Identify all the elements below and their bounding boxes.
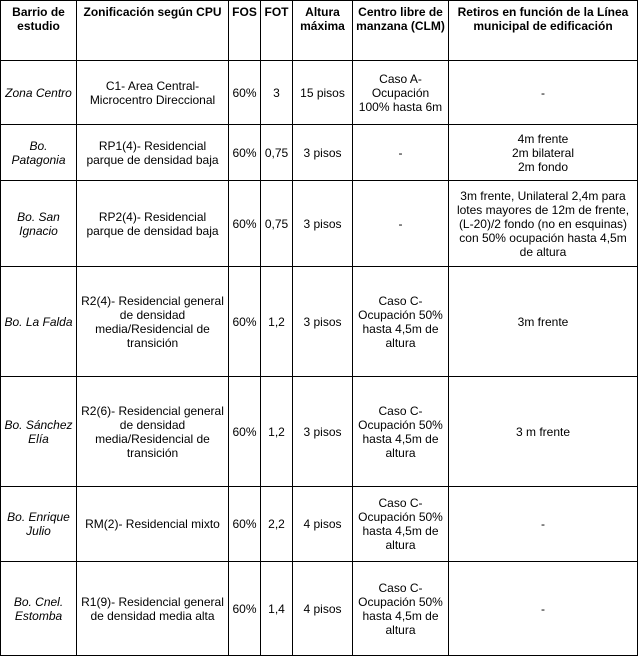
barrio-cell: Bo. Patagonia xyxy=(1,125,77,181)
retiros-cell: 3m frente, Unilateral 2,4m para lotes mayores de 12m de frente, (L-20)/2 fondo (no en esquinas) con 50% ocupación hasta 4,5m de altura xyxy=(449,181,638,267)
table-row xyxy=(1,562,638,656)
clm-cell: Caso C- Ocupación 50% hasta 4,5m de altura xyxy=(353,487,449,562)
retiros-cell: 4m frente 2m bilateral 2m fondo xyxy=(449,125,638,181)
fot-cell: 0,75 xyxy=(261,181,293,267)
header-barrio: Barrio de estudio xyxy=(1,1,77,61)
header-zonificacion: Zonificación según CPU xyxy=(77,1,229,61)
altura-cell: 3 pisos xyxy=(293,125,353,181)
altura-cell: 3 pisos xyxy=(293,181,353,267)
table-row xyxy=(1,377,638,487)
altura-cell: 4 pisos xyxy=(293,562,353,656)
clm-cell: Caso C- Ocupación 50% hasta 4,5m de altura xyxy=(353,562,449,656)
retiros-cell: - xyxy=(449,61,638,125)
fot-cell: 0,75 xyxy=(261,125,293,181)
fos-cell: 60% xyxy=(229,61,261,125)
retiros-cell: 3 m frente xyxy=(449,377,638,487)
retiros-cell: - xyxy=(449,487,638,562)
fos-cell: 60% xyxy=(229,181,261,267)
fot-cell: 3 xyxy=(261,61,293,125)
header-retiros: Retiros en función de la Línea municipal de edificación xyxy=(449,1,638,61)
fos-cell: 60% xyxy=(229,377,261,487)
header-altura: Altura máxima xyxy=(293,1,353,61)
clm-cell: Caso C- Ocupación 50% hasta 4,5m de altura xyxy=(353,377,449,487)
clm-cell: Caso C- Ocupación 50% hasta 4,5m de altura xyxy=(353,267,449,377)
header-fos: FOS xyxy=(229,1,261,61)
barrio-cell: Bo. Sánchez Elía xyxy=(1,377,77,487)
zonificacion-cell: R1(9)- Residencial general de densidad media alta xyxy=(77,562,229,656)
barrio-cell: Bo. Cnel. Estomba xyxy=(1,562,77,656)
clm-cell: - xyxy=(353,181,449,267)
zonificacion-cell: RM(2)- Residencial mixto xyxy=(77,487,229,562)
header-clm: Centro libre de manzana (CLM) xyxy=(353,1,449,61)
fot-cell: 2,2 xyxy=(261,487,293,562)
fos-cell: 60% xyxy=(229,125,261,181)
fos-cell: 60% xyxy=(229,267,261,377)
retiros-cell: 3m frente xyxy=(449,267,638,377)
retiros-cell: - xyxy=(449,562,638,656)
barrio-cell: Bo. La Falda xyxy=(1,267,77,377)
table-body xyxy=(1,61,638,656)
fot-cell: 1,4 xyxy=(261,562,293,656)
fot-cell: 1,2 xyxy=(261,267,293,377)
fos-cell: 60% xyxy=(229,487,261,562)
header-fot: FOT xyxy=(261,1,293,61)
table-row xyxy=(1,487,638,562)
zonificacion-cell: R2(6)- Residencial general de densidad media/Residencial de transición xyxy=(77,377,229,487)
zonificacion-cell: C1- Area Central-Microcentro Direccional xyxy=(77,61,229,125)
table-row xyxy=(1,61,638,125)
altura-cell: 4 pisos xyxy=(293,487,353,562)
clm-cell: Caso A- Ocupación 100% hasta 6m xyxy=(353,61,449,125)
header-row xyxy=(1,1,638,61)
altura-cell: 3 pisos xyxy=(293,377,353,487)
altura-cell: 15 pisos xyxy=(293,61,353,125)
fot-cell: 1,2 xyxy=(261,377,293,487)
zonificacion-cell: R2(4)- Residencial general de densidad media/Residencial de transición xyxy=(77,267,229,377)
zonificacion-cell: RP1(4)- Residencial parque de densidad baja xyxy=(77,125,229,181)
table-row xyxy=(1,125,638,181)
barrio-cell: Bo. San Ignacio xyxy=(1,181,77,267)
table-row xyxy=(1,267,638,377)
clm-cell: - xyxy=(353,125,449,181)
zonificacion-cell: RP2(4)- Residencial parque de densidad baja xyxy=(77,181,229,267)
fos-cell: 60% xyxy=(229,562,261,656)
table-row xyxy=(1,181,638,267)
barrio-cell: Zona Centro xyxy=(1,61,77,125)
barrio-cell: Bo. Enrique Julio xyxy=(1,487,77,562)
altura-cell: 3 pisos xyxy=(293,267,353,377)
